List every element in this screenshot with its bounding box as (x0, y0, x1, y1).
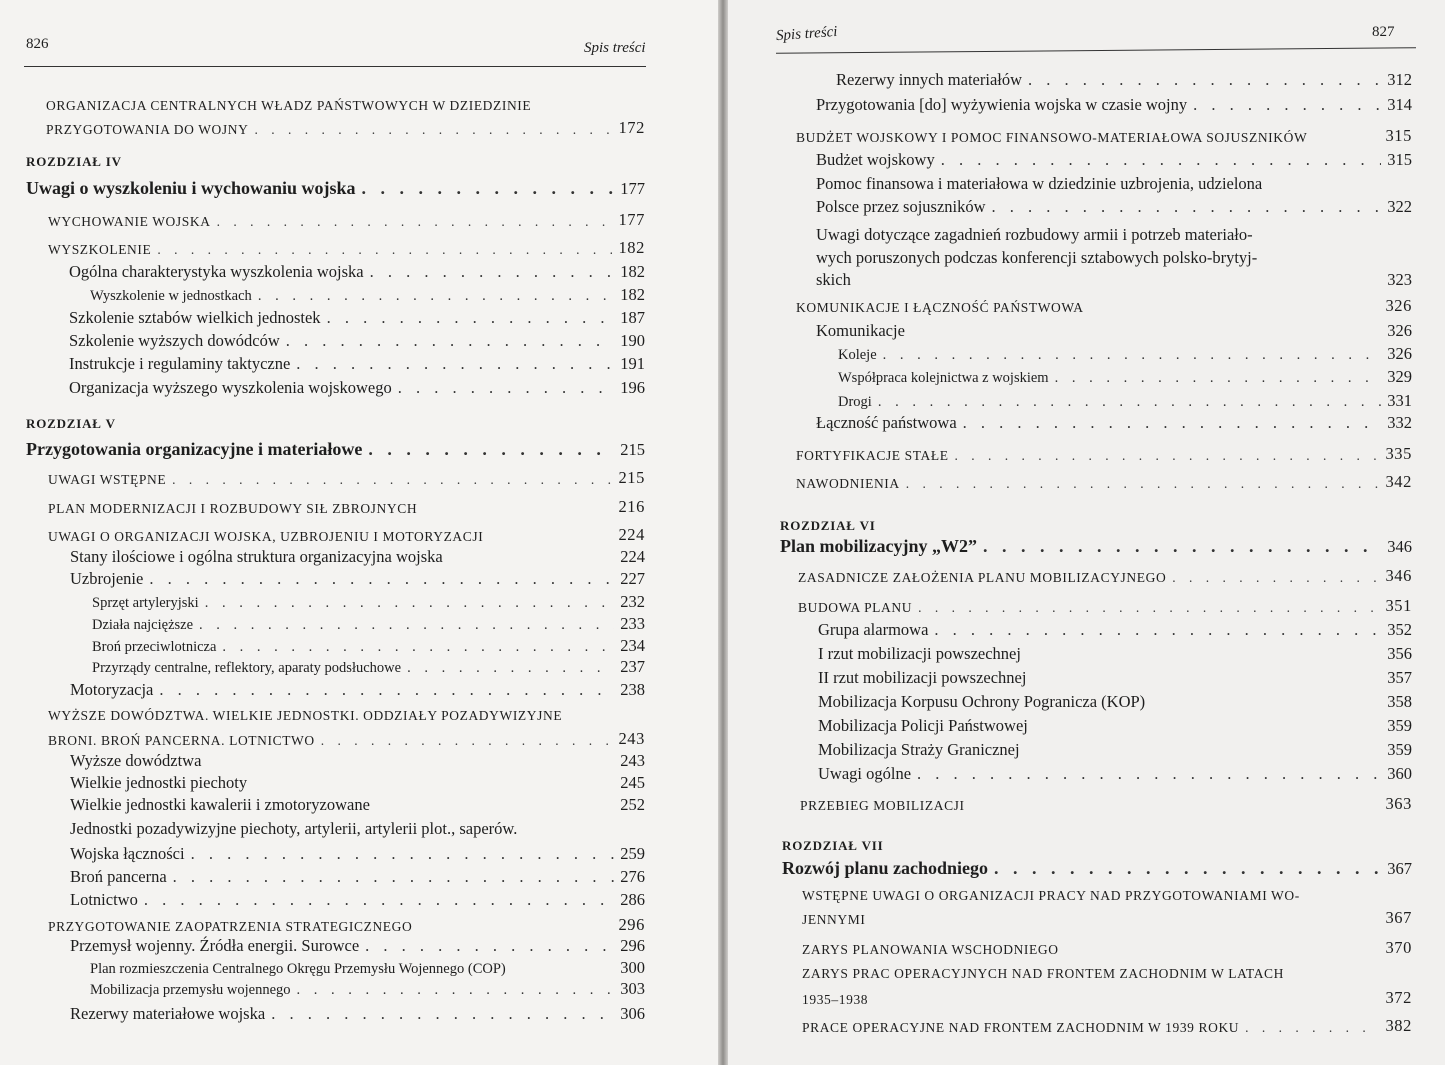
page-number: 826 (26, 36, 49, 52)
toc-subentry: Broń przeciwlotnicza . . . 234 (92, 636, 645, 656)
toc-entry-line: Uwagi dotyczące zagadnień rozbudowy armii i potrzeb materiało- (816, 225, 1253, 244)
toc-entry: Uzbrojenie . . . 227 (70, 569, 645, 589)
toc-entry: Grupa alarmowa . . . 352 (818, 620, 1412, 640)
chapter-label: ROZDZIAŁ VI (780, 518, 876, 533)
toc-section: NAWODNIENIA . . . 342 (796, 472, 1412, 492)
toc-subentry: Współpraca kolejnictwa z wojskiem . . . 329 (838, 367, 1412, 387)
toc-entry: Broń pancerna . . . 276 (70, 867, 645, 887)
book-gutter (718, 0, 728, 1065)
toc-entry: Motoryzacja . . . 238 (70, 680, 645, 700)
toc-entry-line: ORGANIZACJA CENTRALNYCH WŁADZ PAŃSTWOWYCH W DZIEDZINIE (46, 98, 532, 113)
toc-section: ZASADNICZE ZAŁOŻENIA PLANU MOBILIZACYJNEGO . . . 346 (798, 566, 1412, 586)
chapter-title: Plan mobilizacyjny „W2” . . . 346 (780, 536, 1412, 557)
toc-entry: Szkolenie sztabów wielkich jednostek . . . 187 (69, 308, 645, 328)
chapter-title: Rozwój planu zachodniego . . . 367 (782, 858, 1412, 879)
toc-entry: Uwagi ogólne . . . 360 (818, 764, 1412, 784)
toc-entry: skich 323 (816, 270, 1412, 289)
toc-entry: Łączność państwowa . . . 332 (816, 413, 1412, 433)
right-page (728, 0, 1445, 1065)
toc-entry: Mobilizacja Policji Państwowej 359 (818, 716, 1412, 735)
toc-entry: Ogólna charakterystyka wyszkolenia wojska . . . 182 (69, 262, 645, 282)
toc-entry-line: ZARYS PRAC OPERACYJNYCH NAD FRONTEM ZACHODNIM W LATACH (802, 966, 1284, 981)
chapter-label: ROZDZIAŁ VII (782, 838, 884, 853)
chapter-label: ROZDZIAŁ V (26, 416, 116, 431)
toc-section: UWAGI O ORGANIZACJI WOJSKA, UZBROJENIU I MOTORYZACJI 224 (48, 525, 645, 544)
toc-section: PRACE OPERACYJNE NAD FRONTEM ZACHODNIM W 1939 ROKU . . . 382 (802, 1016, 1412, 1036)
toc-subentry: Sprzęt artyleryjski . . . 232 (92, 592, 645, 612)
toc-section: 1935–1938 372 (802, 988, 1412, 1007)
toc-section: PRZYGOTOWANIE ZAOPATRZENIA STRATEGICZNEGO 296 (48, 915, 645, 934)
toc-subentry: Koleje . . . 326 (838, 344, 1412, 364)
header-rule (24, 66, 646, 67)
chapter-title: Przygotowania organizacyjne i materiałowe . . . 215 (26, 439, 645, 460)
toc-subentry: Drogi . . . 331 (838, 391, 1412, 411)
toc-entry: Szkolenie wyższych dowódców . . . 190 (69, 331, 645, 351)
toc-entry: I rzut mobilizacji powszechnej 356 (818, 644, 1412, 663)
toc-subentry: Mobilizacja przemysłu wojennego . . . 303 (90, 979, 645, 999)
toc-entry-line: Pomoc finansowa i materiałowa w dziedzinie uzbrojenia, udzielona (816, 174, 1263, 193)
toc-section: PRZEBIEG MOBILIZACJI 363 (800, 794, 1412, 813)
toc-entry: Przygotowania [do] wyżywienia wojska w czasie wojny . . . 314 (816, 95, 1412, 115)
chapter-title: Uwagi o wyszkoleniu i wychowaniu wojska . . . 177 (26, 178, 645, 199)
toc-section: WYSZKOLENIE . . . 182 (48, 238, 645, 258)
toc-subentry: Plan rozmieszczenia Centralnego Okręgu Przemysłu Wojennego (COP) 300 (90, 958, 645, 977)
left-page (0, 0, 718, 1065)
toc-entry: Mobilizacja Korpusu Ochrony Pogranicza (KOP) 358 (818, 692, 1412, 711)
toc-section: FORTYFIKACJE STAŁE . . . 335 (796, 444, 1412, 464)
toc-entry: Mobilizacja Straży Granicznej 359 (818, 740, 1412, 759)
toc-subentry: Działa najcięższe . . . 233 (92, 614, 645, 634)
toc-entry: Wielkie jednostki piechoty 245 (70, 773, 645, 792)
toc-entry: Organizacja wyższego wyszkolenia wojskowego . . . 196 (69, 378, 645, 398)
toc-section: KOMUNIKACJE I ŁĄCZNOŚĆ PAŃSTWOWA 326 (796, 296, 1412, 315)
toc-entry: Wielkie jednostki kawalerii i zmotoryzowane 252 (70, 795, 645, 814)
toc-subentry: Przyrządy centralne, reflektory, aparaty podsłuchowe . . . 237 (92, 657, 645, 677)
page-number: 827 (1372, 24, 1395, 40)
toc-entry: Przemysł wojenny. Źródła energii. Surowce . . . 296 (70, 936, 645, 956)
toc-entry: II rzut mobilizacji powszechnej 357 (818, 668, 1412, 687)
chapter-label: ROZDZIAŁ IV (26, 154, 122, 169)
toc-section: PLAN MODERNIZACJI I ROZBUDOWY SIŁ ZBROJNYCH 216 (48, 497, 645, 516)
toc-section: BUDŻET WOJSKOWY I POMOC FINANSOWO-MATERIAŁOWA SOJUSZNIKÓW 315 (796, 126, 1412, 145)
toc-section: UWAGI WSTĘPNE . . . 215 (48, 468, 645, 488)
toc-entry: Instrukcje i regulaminy taktyczne . . . 191 (69, 354, 645, 374)
toc-entry-line: WYŻSZE DOWÓDZTWA. WIELKIE JEDNOSTKI. ODDZIAŁY POZADYWIZYJNE (48, 708, 563, 723)
toc-entry-line: WSTĘPNE UWAGI O ORGANIZACJI PRACY NAD PRZYGOTOWANIAMI WO- (802, 888, 1300, 903)
toc-entry: Rezerwy innych materiałów . . . 312 (836, 70, 1412, 90)
running-title: Spis treści (775, 23, 838, 45)
toc-subentry: Wyszkolenie w jednostkach . . . 182 (90, 285, 645, 305)
toc-section: BUDOWA PLANU . . . 351 (798, 596, 1412, 616)
toc-entry: Wojska łączności . . . 259 (70, 844, 645, 864)
toc-entry: Polsce przez sojuszników . . . 322 (816, 197, 1412, 217)
toc-entry-line: wych poruszonych podczas konferencji sztabowych polsko-brytyj- (816, 248, 1258, 267)
toc-entry: Budżet wojskowy . . . 315 (816, 150, 1412, 170)
toc-entry: Stany ilościowe i ogólna struktura organizacyjna wojska 224 (70, 547, 645, 566)
toc-entry: Jednostki pozadywizyjne piechoty, artylerii, artylerii plot., saperów. (70, 819, 518, 838)
toc-entry: Rezerwy materiałowe wojska . . . 306 (70, 1004, 645, 1024)
toc-section: BRONI. BROŃ PANCERNA. LOTNICTWO . . . 243 (48, 729, 645, 749)
toc-section: ZARYS PLANOWANIA WSCHODNIEGO 370 (802, 938, 1412, 957)
toc-section: WYCHOWANIE WOJSKA . . . 177 (48, 210, 645, 230)
toc-entry: Lotnictwo . . . 286 (70, 890, 645, 910)
toc-entry: Komunikacje 326 (816, 321, 1412, 340)
running-title: Spis treści (584, 40, 646, 56)
toc-entry: Wyższe dowództwa 243 (70, 751, 645, 770)
toc-section: JENNYMI 367 (802, 908, 1412, 927)
toc-entry: PRZYGOTOWANIA DO WOJNY . . . 172 (46, 118, 645, 138)
header-rule (776, 47, 1416, 54)
